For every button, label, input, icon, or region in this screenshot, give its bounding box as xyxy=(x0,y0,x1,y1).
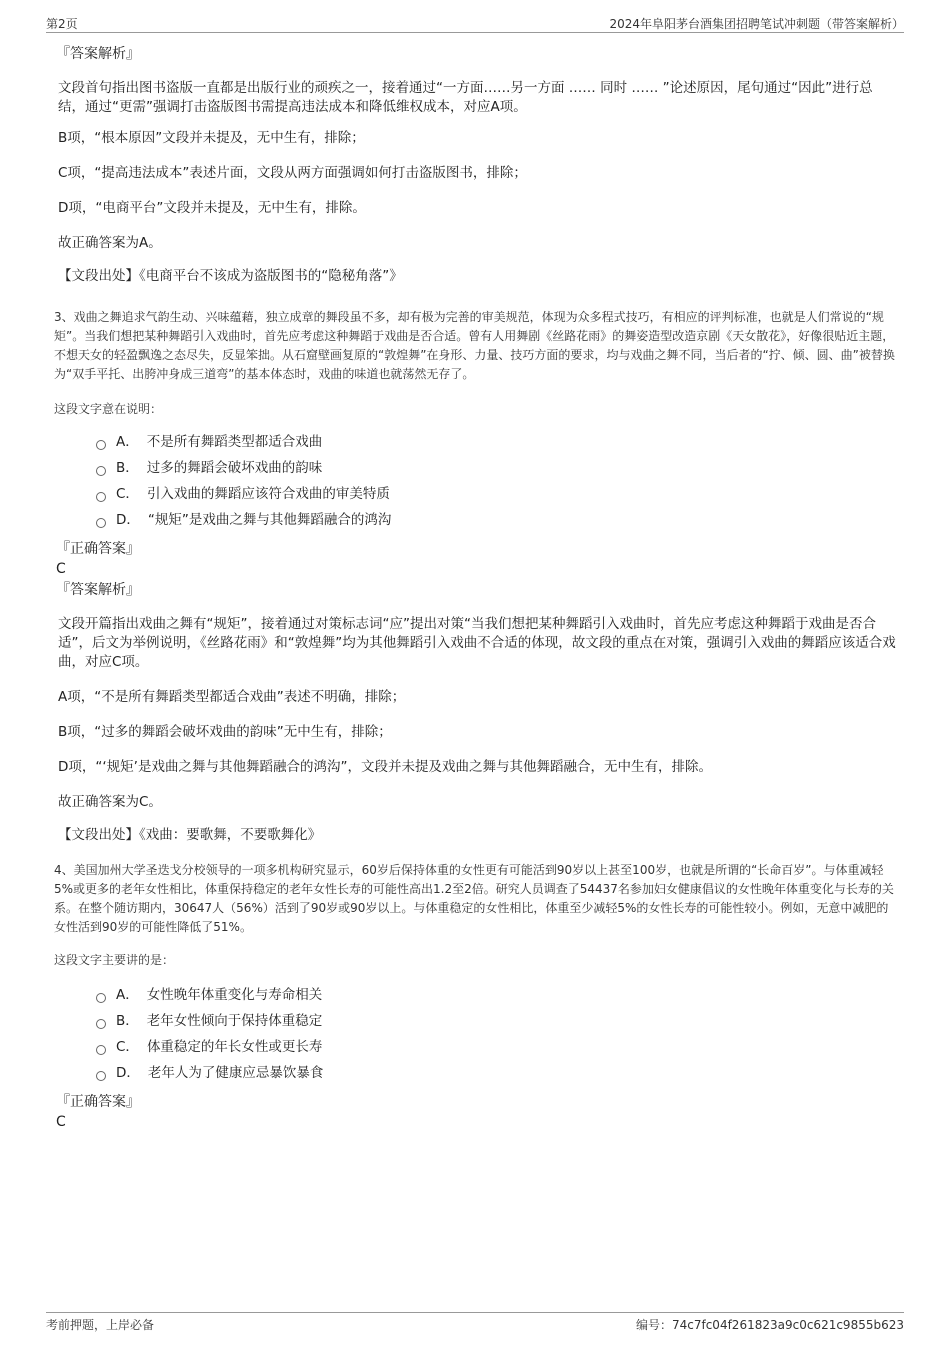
option-letter: D． xyxy=(116,1065,140,1081)
option-letter: C． xyxy=(116,1039,139,1055)
option-letter: B． xyxy=(116,460,139,476)
option-letter: A． xyxy=(116,987,139,1003)
radio-button[interactable] xyxy=(96,518,106,528)
question-3-options xyxy=(96,429,899,533)
page-header xyxy=(46,14,904,33)
option-c[interactable] xyxy=(96,481,899,507)
option-text: “规矩”是戏曲之舞与其他舞蹈融合的鸿沟 xyxy=(147,512,392,528)
option-letter: C． xyxy=(116,486,139,502)
document-title: 2024年阜阳茅台酒集团招聘笔试冲刺题（带答案解析） xyxy=(609,17,904,31)
option-letter: D． xyxy=(116,512,140,528)
page-content xyxy=(54,44,899,1131)
correct-answer-label: 『正确答案』 xyxy=(56,541,140,557)
correct-answer: C xyxy=(56,561,66,577)
analysis-label: 『答案解析』 xyxy=(56,582,140,598)
option-d[interactable] xyxy=(96,507,899,533)
option-b[interactable] xyxy=(96,455,899,481)
analysis-paragraph: D项，“‘规矩’是戏曲之舞与其他舞蹈融合的鸿沟”，文段并未提及戏曲之舞与其他舞蹈融合，无中生有，排除。 xyxy=(58,759,712,775)
option-text: 女性晚年体重变化与寿命相关 xyxy=(146,987,323,1003)
correct-answer-label: 『正确答案』 xyxy=(56,1094,140,1110)
analysis-conclusion: 故正确答案为C。 xyxy=(58,794,162,810)
option-text: 过多的舞蹈会破坏戏曲的韵味 xyxy=(146,460,323,476)
radio-button[interactable] xyxy=(96,440,106,450)
option-c[interactable] xyxy=(96,1034,899,1060)
analysis-paragraph: A项，“不是所有舞蹈类型都适合戏曲”表述不明确，排除； xyxy=(58,689,406,705)
option-d[interactable] xyxy=(96,1060,899,1086)
radio-button[interactable] xyxy=(96,1071,106,1081)
radio-button[interactable] xyxy=(96,1019,106,1029)
question-4-text: 4、美国加州大学圣迭戈分校领导的一项多机构研究显示，60岁后保持体重的女性更有可能活到90岁以上甚至100岁，也就是所谓的“长命百岁”。与体重减轻5%或更多的老年女性相比，体重保持稳定的老年女性长寿的可能性高出1.2至2倍。研究人员调查了54437名参加妇女健康倡议的女性晚年体重变化与长寿的关系。在整个随访期内，30647人（56%）活到了90岁或90岁以上。与体重稳定的女性相比，体重至少减轻5%的女性长寿的可能性较小。例如，无意中减肥的女性活到90岁的可能性降低了51%。 xyxy=(54,863,894,934)
page-number: 第2页 xyxy=(46,17,78,31)
analysis-paragraph: B项，“根本原因”文段并未提及，无中生有，排除； xyxy=(58,130,365,146)
analysis-paragraph: 文段开篇指出戏曲之舞有“规矩”，接着通过对策标志词“应”提出对策“当我们想把某种舞蹈引入戏曲时，首先应考虑这种舞蹈于戏曲是否合适”，后文为举例说明，《丝路花雨》和“敦煌舞”均为其他舞蹈引入戏曲不合适的体现，故文段的重点在对策，强调引入戏曲的舞蹈应该适合戏曲，对应C项。 xyxy=(58,616,896,670)
analysis-paragraph: B项，“过多的舞蹈会破坏戏曲的韵味”无中生有，排除； xyxy=(58,724,392,740)
option-a[interactable] xyxy=(96,429,899,455)
analysis-paragraph: D项，“电商平台”文段并未提及，无中生有，排除。 xyxy=(58,200,366,216)
radio-button[interactable] xyxy=(96,492,106,502)
option-text: 老年人为了健康应忌暴饮暴食 xyxy=(147,1065,324,1081)
option-text: 引入戏曲的舞蹈应该符合戏曲的审美特质 xyxy=(146,486,390,502)
analysis-paragraph: 文段首句指出图书盗版一直都是出版行业的顽疾之一，接着通过“一方面……另一方面 …… 同时 …… ”论述原因，尾句通过“因此”进行总结，通过“更需”强调打击盗版图书需提高违法成本和降低维权成本，对应A项。 xyxy=(58,80,873,115)
radio-button[interactable] xyxy=(96,1045,106,1055)
passage-source: 【文段出处】《电商平台不该成为盗版图书的“隐秘角落”》 xyxy=(58,268,403,284)
analysis-label: 『答案解析』 xyxy=(56,46,140,62)
footer-slogan: 考前押题，上岸必备 xyxy=(46,1318,155,1332)
question-4-options xyxy=(96,982,899,1086)
question-3-prompt: 这段文字意在说明： xyxy=(54,402,163,416)
option-a[interactable] xyxy=(96,982,899,1008)
radio-button[interactable] xyxy=(96,466,106,476)
option-letter: A． xyxy=(116,434,139,450)
option-text: 体重稳定的年长女性或更长寿 xyxy=(146,1039,323,1055)
option-text: 不是所有舞蹈类型都适合戏曲 xyxy=(146,434,323,450)
option-b[interactable] xyxy=(96,1008,899,1034)
analysis-paragraph: C项，“提高违法成本”表述片面，文段从两方面强调如何打击盗版图书，排除； xyxy=(58,165,527,181)
analysis-conclusion: 故正确答案为A。 xyxy=(58,235,162,251)
question-4-prompt: 这段文字主要讲的是： xyxy=(54,953,175,967)
option-text: 老年女性倾向于保持体重稳定 xyxy=(146,1013,323,1029)
option-letter: B． xyxy=(116,1013,139,1029)
document-code: 编号：74c7fc04f261823a9c0c621c9855b623 xyxy=(635,1318,904,1332)
question-3-text: 3、戏曲之舞追求气韵生动、兴味蕴藉，独立成章的舞段虽不多，却有极为完善的审美规范，体现为众多程式技巧，有相应的评判标准，也就是人们常说的“规矩”。当我们想把某种舞蹈引入戏曲时，首先应考虑这种舞蹈于戏曲是否合适。曾有人用舞剧《丝路花雨》的舞姿造型改造京剧《天女散花》，好像很贴近主题，不想天女的轻盈飘逸之态尽失，反显笨拙。从石窟壁画复原的“敦煌舞”在身形、力量、技巧方面的要求，均与戏曲之舞不同，当后者的“拧、倾、圆、曲”被替换为“双手平托、出胯冲身成三道弯”的基本体态时，戏曲的味道也就荡然无存了。 xyxy=(54,310,895,381)
passage-source: 【文段出处】《戏曲：要歌舞，不要歌舞化》 xyxy=(58,827,322,843)
page-footer xyxy=(46,1312,904,1334)
radio-button[interactable] xyxy=(96,993,106,1003)
correct-answer: C xyxy=(56,1114,66,1130)
